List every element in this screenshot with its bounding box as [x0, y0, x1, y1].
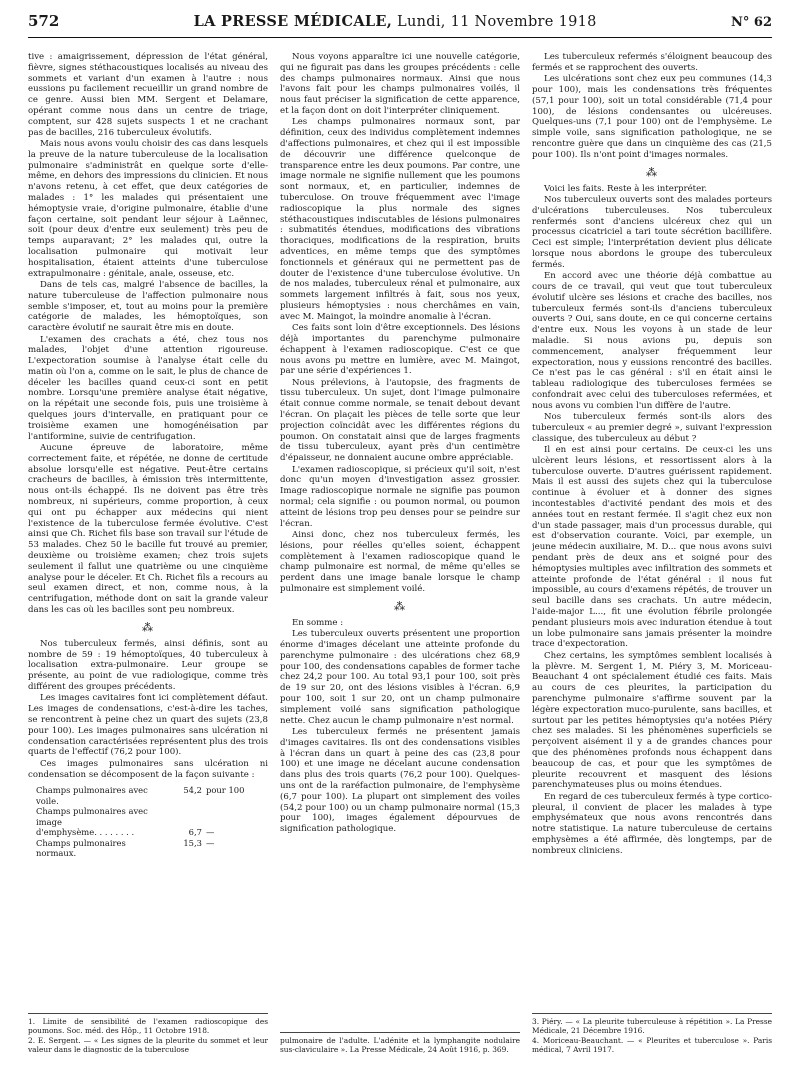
paragraph: Il en est ainsi pour certains. De ceux-ci les uns ulcèrent leurs lésions, et ressortissent alors à la tuberculose ouverte. D'autres guérissent rapidement. Mais il est aussi des sujets chez qui la tuberculose continue à évoluer et à donner des signes incontestables d'activité pendant des mois et des années tout en restant fermée. Il s'agit chez eux non d'un stade passager, mais d'un processus durable, qui est d'observation courante. Voici, par exemple, un jeune médecin auxiliaire, M. D... que nous avons suivi pendant près de deux ans et soigné pour des hémoptysies multiples avec infiltration des sommets et atteinte profonde de l'état général : il nous fut impossible, au cours d'examens répétés, de trouver un seul bacille dans ses crachats. Un autre médecin, l'aide-major L..., fit une évolution fébrile prolongée pendant plusieurs mois avec induration étendue à tout un lobe pulmonaire sans jamais présenter la moindre trace d'expectoration.: [532, 445, 772, 650]
page-header: [28, 12, 772, 38]
paragraph: Voici les faits. Reste à les interpréter.: [544, 183, 708, 194]
section-asterism: ⁂: [142, 620, 154, 634]
stat-row: [36, 838, 268, 859]
paragraph: Chez certains, les symptômes semblent localisés à la plèvre. M. Sergent 1, M. Piéry 3, M. Moriceau-Beauchant 4 ont spécialement étudié ces faits. Mais au cours de ces pleurites, la participation du parenchyme pulmonaire s'affirme souvent par la légère expectoration muco-purulente, sans bacilles, et surtout par les petites hémoptysies qu'a notées Piéry chez ses malades. Si les phénomènes superficiels se perçoivent aisément il y a de grandes chances pour que des phénomènes profonds nous échappent dans beaucoup de cas, et pour que les symptômes de pleurite recouvrent et masquent des lésions parenchymateuses plus ou moins étendues.: [532, 650, 772, 791]
stat-unit: [206, 806, 256, 827]
paragraph: En accord avec une théorie déjà combattue au cours de ce travail, qui veut que tout tuberculeux évolutif ulcère ses lésions et crache des bacilles, nos tuberculeux fermés sont-ils d'anciens tuberculeux ouverts ? Oui, sans doute, en ce qui concerne certains d'entre eux. Nous les voyons à un stade de leur maladie. Si nous avions pu, depuis son commencement, analyser fréquemment leur expectoration, nous y eussions rencontré des bacilles. Ce n'est pas le cas général : s'il en était ainsi le tableau radiologique des tuberculoses fermées se confondrait avec celui des tuberculoses refermées, et nous avons vu combien l'un diffère de l'autre.: [532, 271, 772, 411]
stat-value: 6,7: [188, 827, 202, 838]
statistics-table: [36, 785, 268, 859]
paragraph: Nos tuberculeux fermés, ainsi définis, sont au nombre de 59 : 19 hémoptoïques, 40 tuberculeux à localisation extra-pulmonaire. Leur groupe se présente, au point de vue radiologique, comme très différent des groupes précédents.: [28, 638, 268, 692]
stat-unit: pour 100: [206, 785, 245, 796]
paragraph: Les champs pulmonaires normaux sont, par définition, ceux des individus complètement indemnes d'affections pulmonaires, et chez qui il est impossible de découvrir une différence quelconque de transparence entre les deux poumons. Par contre, une image normale ne signifie nullement que les poumons sont normaux, et, en particulier, indemnes de tuberculose. On trouve fréquemment avec l'image radioscopique la plus normale des signes stéthacoustiques indiscutables de lésions pulmonaires : submatités étendues, modifications des vibrations thoraciques, modifications de la respiration, bruits adventices, en même temps que des symptômes fonctionnels et généraux qui ne permettent pas de douter de l'existence d'une tuberculose évolutive. Un de nos malades, tuberculeux rénal et pulmonaire, aux sommets largement infiltrés à fait, sous nos yeux, plusieurs hémoptysies : nous cherchâmes en vain, avec M. Maingot, la moindre anomalie à l'écran.: [280, 117, 520, 322]
paragraph: Les tuberculeux fermés ne présentent jamais d'images cavitaires. Ils ont des condensations visibles à l'écran dans un quart à peine des cas (23,8 pour 100) et une image ne décelant aucune condensation dans plus des trois quarts (76,2 pour 100). Quelques-uns ont de la raréfaction pulmonaire, de l'emphysème (6,7 pour 100). La plupart ont simplement des voiles (54,2 pour 100) ou un champ pulmonaire normal (15,3 pour 100), images également dépourvues de signification pathologique.: [280, 726, 520, 835]
stat-label: Champs pulmonaires normaux.: [36, 837, 126, 859]
paragraph: Les images cavitaires font ici complètement défaut. Les images de condensations, c'est-à-dire les taches, se rencontrent à peine chez un quart des sujets (23,8 pour 100). Les images pulmonaires sans ulcération ni condensation caractérisées représentent plus des trois quarts de l'effectif (76,2 pour 100).: [28, 693, 268, 758]
paragraph: Les tuberculeux refermés s'éloignent beaucoup des fermés et se rapprochent des ouverts.: [532, 52, 772, 73]
paragraph: Ainsi donc, chez nos tuberculeux fermés, les lésions, pour réelles qu'elles soient, échappent complètement à l'examen radioscopique quand le champ pulmonaire est normal, de même qu'elles se perdent dans une image banale lorsque le champ pulmonaire est simplement voilé.: [280, 530, 520, 595]
page-number: 572: [28, 12, 60, 30]
stat-unit: —: [206, 827, 215, 838]
paragraph: Ces faits sont loin d'être exceptionnels. Des lésions déjà importantes du parenchyme pulmonaire échappent à l'examen radioscopique. C'est ce que nous avons pu mettre en lumière, avec M. Maingot, par une série d'expériences 1.: [280, 323, 520, 377]
paragraph: Aucune épreuve de laboratoire, même correctement faite, et répétée, ne donne de certitude absolue lorsqu'elle est négative. Peut-être certains cracheurs de bacilles, à émission très intermittente, nous ont-ils échappé. Ils ne doivent pas être très nombreux, ni supérieurs, comme proportion, à ceux qui ont pu échapper aux médecins qui nient l'existence de la tuberculose fermée évolutive. C'est ainsi que Ch. Richet fils base son travail sur l'étude de 53 malades. Chez 50 le bacille fut trouvé au premier, deuxième ou troisième examen; chez trois sujets seulement il fallut une quatrième ou une cinquième analyse pour le déceler. Et Ch. Richet fils a recours au seul examen direct, et non, comme nous, à la centrifugation, méthode dont on sait la grande valeur dans les cas où les bacilles sont peu nombreux.: [28, 443, 268, 616]
stat-row: [36, 785, 268, 806]
stat-unit: —: [206, 837, 215, 848]
footnote: pulmonaire de l'adulte. L'adénite et la lymphangite nodulaire sus-claviculaire ». La Presse Médicale, 24 Août 1916, p. 369.: [280, 1035, 520, 1054]
paragraph: Dans de tels cas, malgré l'absence de bacilles, la nature tuberculeuse de l'affection pulmonaire nous semble s'imposer, et, tout au moins pour la première catégorie de malades, les hémoptoïques, son caractère évolutif ne saurait être mis en doute.: [28, 279, 268, 334]
section-asterism: ⁂: [646, 165, 658, 179]
paragraph: En somme :: [292, 617, 344, 628]
article-columns: [28, 52, 772, 1072]
paragraph: L'examen des crachats a été, chez tous nos malades, l'objet d'une attention rigoureuse. L'expectoration soumise à l'analyse était celle du matin où l'on a, comme on le sait, le plus de chance de déceler les bacilles quand ceux-ci sont en petit nombre. Lorsqu'une première analyse était négative, on la répétait une seconde fois, puis une troisième à quelques jours d'intervalle, en pratiquant pour ce troisième examen une homogénéisation par l'antiformine, suivie de centrifugation.: [28, 334, 268, 442]
footnotes: [280, 1032, 520, 1054]
stat-row: [36, 827, 268, 838]
paragraph: L'examen radioscopique, si précieux qu'il soit, n'est donc qu'un moyen d'investigation assez grossier. Image radioscopique normale ne signifie pas poumon normal; cela signifie : ou poumon normal, ou poumon atteint de lésions trop peu denses pour se peindre sur l'écran.: [280, 464, 520, 529]
footnote: 3. Piéry. — « La pleurite tuberculeuse à répétition ». La Presse Médicale, 21 Décembre 1916.: [532, 1017, 772, 1036]
footnotes: [28, 1013, 268, 1054]
footnote: 4. Moriceau-Beauchant. — « Pleurites et tuberculose ». Paris médical, 7 Avril 1917.: [532, 1035, 772, 1054]
paragraph: Nous prélevions, à l'autopsie, des fragments de tissu tuberculeux. Un sujet, dont l'image pulmonaire était connue comme normale, se tenait debout devant l'écran. On plaçait les pièces de telle sorte que leur projection coïncidât avec les différentes régions du poumon. On constatait ainsi que de larges fragments de tissu tuberculeux, ayant près d'un centimètre d'épaisseur, ne donnaient aucune ombre appréciable.: [280, 377, 520, 464]
stat-label: Champs pulmonaires avec voile.: [36, 785, 148, 806]
paragraph: tive : amaigrissement, dépression de l'état général, fièvre, signes stéthacoustiques localisés au niveau des sommets et variant d'un examen à l'autre : nous eussions pu facilement recueillir un grand nombre de ce genre. Aussi bien MM. Sergent et Delamare, opérant comme nous dans un centre de triage, comptent, sur 428 sujets suspects 1 et ne crachant pas de bacilles, 216 tuberculeux évolutifs.: [28, 52, 268, 138]
column-1: [28, 52, 268, 1072]
stat-row: [36, 806, 268, 827]
issue-number: N° 62: [731, 15, 772, 30]
stat-label: d'emphysème. . . . . . . .: [36, 827, 135, 838]
paragraph: Ces images pulmonaires sans ulcération ni condensation se décomposent de la façon suivante :: [28, 758, 268, 780]
column-3: [532, 52, 772, 1072]
paragraph: Nous voyons apparaître ici une nouvelle catégorie, qui ne figurait pas dans les groupes précédents : celle des champs pulmonaires normaux. Ainsi que nous l'avons fait pour les champs pulmonaires voilés, il nous faut préciser la signification de cette apparence, et la façon dont on doit l'interpréter cliniquement.: [280, 52, 520, 116]
paragraph: Les ulcérations sont chez eux peu communes (14,3 pour 100), mais les condensations très fréquentes (57,1 pour 100), soit un total considérable (71,4 pour 100), de lésions condensantes ou ulcéreuses. Quelques-uns (7,1 pour 100) ont de l'emphysème. Le simple voile, sans signification pathologique, ne se rencontre guère que dans un cinquième des cas (21,5 pour 100). Ils n'ont point d'images normales.: [532, 74, 772, 160]
column-2: [280, 52, 520, 1072]
footnote: 2. E. Sergent. — « Les signes de la pleurite du sommet et leur valeur dans le diagnostic de la tuberculose: [28, 1035, 268, 1054]
paragraph: Nos tuberculeux ouverts sont des malades porteurs d'ulcérations tuberculeuses. Nos tuberculeux renfermés sont d'anciens ulcéreux chez qui un processus cicatriciel a tari toute sécrétion bacillifère. Ceci est simple; l'interprétation devient plus délicate lorsque nous abordons le groupe des tuberculeux fermés.: [532, 194, 772, 270]
footnotes: [532, 1013, 772, 1054]
paragraph: Mais nous avons voulu choisir des cas dans lesquels la preuve de la nature tuberculeuse de la localisation pulmonaire s'administrât en quelque sorte d'elle-même, en dehors des impressions du clinicien. Et nous n'avons retenu, à cet effet, que deux catégories de malades : 1° les malades qui présentaient une hémoptysie vraie, d'origine pulmonaire, établie d'une façon certaine, soit pendant leur séjour à Laënnec, soit (pour deux d'entre eux seulement) très peu de temps auparavant; 2° les malades qui, outre la localisation pulmonaire qui motivait leur hospitalisation, étaient atteints d'une tuberculose extrapulmonaire : génitale, anale, osseuse, etc.: [28, 138, 268, 279]
paragraph: En regard de ces tuberculeux fermés à type cortico-pleural, il convient de placer les malades à type emphysémateux que nous avons rencontrés dans notre statistique. La nature tuberculeuse de certains emphysèmes a été affirmée, dès longtemps, par de nombreux cliniciens.: [532, 791, 772, 856]
journal-title: [194, 13, 597, 30]
footnote: 1. Limite de sensibilité de l'examen radioscopique des poumons. Soc. méd. des Hôp., 11 Octobre 1918.: [28, 1017, 268, 1036]
stat-label: Champs pulmonaires avec image: [36, 806, 148, 827]
paragraph: Les tuberculeux ouverts présentent une proportion énorme d'images décelant une atteinte profonde du parenchyme pulmonaire : des ulcérations chez 68,9 pour 100, des condensations capables de former tache chez 24,2 pour 100. Au total 93,1 pour 100, soit près de 19 sur 20, ont des lésions visibles à l'écran. 6,9 pour 100, soit 1 sur 20, ont un champ pulmonaire simplement voilé sans signification pathologique nette. Chez aucun le champ pulmonaire n'est normal.: [280, 629, 520, 726]
stat-value: 54,2: [183, 785, 202, 796]
journal-name: LA PRESSE MÉDICALE,: [193, 13, 393, 30]
publication-date: Lundi, 11 Novembre 1918: [397, 14, 597, 30]
stat-value: [166, 806, 206, 827]
stat-value: 15,3: [183, 837, 202, 848]
paragraph: Nos tuberculeux fermés sont-ils alors des tuberculeux « au premier degré », suivant l'expression classique, des tuberculeux au début ?: [532, 412, 772, 444]
section-asterism: ⁂: [394, 599, 406, 613]
